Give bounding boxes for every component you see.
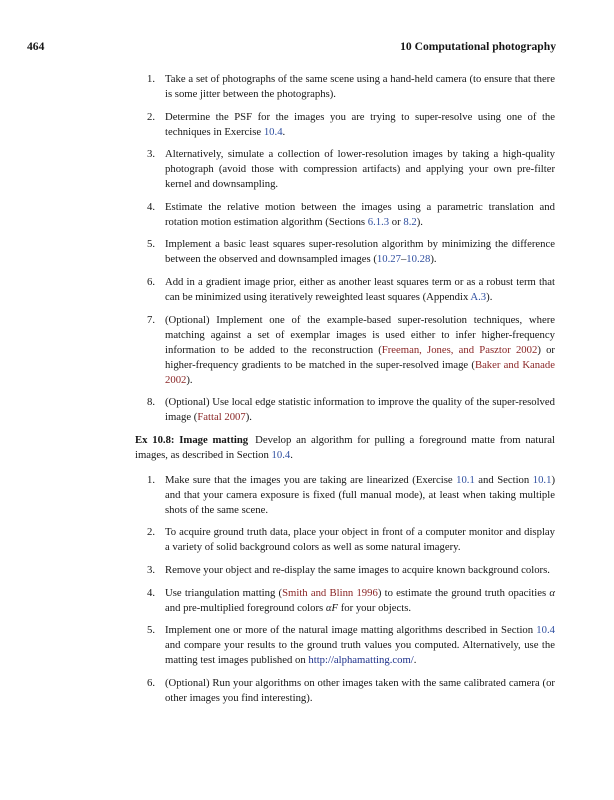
cross-reference-link[interactable]: 10.1 — [532, 473, 552, 486]
page-number: 464 — [27, 40, 45, 53]
text-run: ) and that your camera exposure is fixed (full manual mode), at least when taking multiple shots of the same scene. — [165, 473, 555, 516]
text-run: for your objects. — [338, 601, 412, 614]
cross-reference-link[interactable]: 10.27 — [376, 253, 401, 266]
list-item-text — [165, 148, 555, 190]
cross-reference-link[interactable]: 10.1 — [456, 473, 475, 486]
url-link[interactable]: http://alphamatting.com/ — [308, 654, 414, 667]
list-item-text — [165, 276, 555, 303]
super-resolution-steps-list — [147, 72, 555, 425]
text-run: and Section — [474, 473, 533, 486]
list-item — [147, 623, 555, 668]
cross-reference-link[interactable]: 10.4 — [263, 125, 283, 138]
list-item-number: 1. — [147, 73, 156, 85]
text-run: ). — [245, 411, 252, 424]
cross-reference-link[interactable]: 10.28 — [406, 253, 431, 266]
text-run: Implement a basic least squares super-resolution algorithm by minimizing the difference between the observed and downsampled images ( — [165, 238, 555, 266]
list-item-number: 6. — [147, 275, 156, 288]
list-item — [147, 200, 555, 230]
text-run: Make sure that the images you are taking are linearized (Exercise — [165, 473, 457, 486]
cross-reference-link[interactable]: 10.4 — [536, 624, 555, 637]
text-run: Implement one or more of the natural image matting algorithms described in Section — [165, 624, 537, 637]
list-item-text — [165, 677, 555, 704]
list-item-text — [165, 624, 555, 666]
list-item — [147, 525, 555, 555]
list-item-text — [165, 314, 555, 386]
list-item-number: 3. — [147, 148, 156, 161]
list-item-text — [165, 201, 555, 228]
list-item-number: 1. — [147, 473, 156, 486]
list-item — [147, 147, 555, 192]
math-symbol: α — [549, 586, 555, 599]
text-run: . — [413, 654, 417, 667]
list-item — [147, 110, 555, 140]
text-run: Estimate the relative motion between the images using a parametric translation and rotation motion estimation algorithm (Sections — [165, 200, 555, 228]
exercise-10-8 — [135, 433, 555, 463]
page-body — [135, 72, 555, 713]
image-matting-steps-list — [147, 473, 555, 706]
list-item-text — [165, 474, 555, 516]
text-run: Alternatively, simulate a collection of lower-resolution images by taking a high-quality photograph (avoid those with compression artifacts) and applying your own pre-filter kernel and downsampling. — [165, 148, 555, 191]
text-run: Take a set of photographs of the same scene using a hand-held camera (to ensure that there is some jitter between the photographs). — [165, 73, 555, 100]
list-item-number: 8. — [147, 396, 156, 409]
citation-link[interactable]: Fattal 2007 — [197, 411, 246, 424]
text-run: – — [400, 253, 407, 266]
list-item-number: 3. — [147, 563, 156, 576]
cross-reference-link[interactable]: 10.4 — [271, 448, 291, 461]
list-item-text — [165, 238, 555, 265]
text-run: ). — [416, 215, 423, 228]
list-item — [147, 72, 555, 102]
list-item-number: 5. — [147, 238, 156, 251]
cross-reference-link[interactable]: 8.2 — [403, 215, 417, 228]
chapter-title: 10 Computational photography — [400, 40, 556, 53]
list-item-text — [165, 396, 555, 423]
list-item-number: 5. — [147, 624, 156, 637]
text-run: Determine the PSF for the images you are trying to super-resolve using one of the techniques in Exercise — [165, 110, 555, 138]
citation-link[interactable]: Smith and Blinn 1996 — [282, 586, 378, 599]
text-run: Use triangulation matting ( — [165, 586, 283, 599]
list-item-text — [165, 111, 555, 138]
list-item — [147, 395, 555, 425]
cross-reference-link[interactable]: A.3 — [470, 290, 487, 303]
list-item-number: 2. — [147, 110, 156, 123]
text-run: and pre-multiplied foreground colors — [165, 601, 326, 614]
list-item-text — [165, 526, 555, 553]
list-item-number: 7. — [147, 313, 156, 326]
text-run: (Optional) Use local edge statistic information to improve the quality of the super-resolved image ( — [165, 396, 555, 424]
text-run: ). — [486, 290, 493, 303]
exercise-label: Ex 10.8: Image matting — [135, 433, 249, 446]
text-run: or — [389, 215, 404, 228]
list-item — [147, 313, 555, 388]
list-item-number: 4. — [147, 200, 156, 213]
text-run: ) or higher-frequency gradients to be matched in the super-resolved image ( — [165, 343, 555, 371]
text-run: (Optional) Run your algorithms on other images taken with the same calibrated camera (or other images you find interesting). — [165, 676, 555, 704]
list-item-text — [165, 73, 555, 100]
text-run: ). — [430, 253, 437, 266]
list-item-text — [165, 564, 550, 576]
text-run: and compare your results to the ground truth values you computed. Alternatively, use the matting test images published on — [165, 639, 555, 667]
math-symbol: αF — [325, 601, 339, 614]
list-item-text — [165, 587, 555, 614]
text-run: . — [282, 125, 286, 138]
text-run: ) to estimate the ground truth opacities — [377, 586, 550, 599]
text-run: To acquire ground truth data, place your object in front of a computer monitor and display a variety of solid background colors as well as some natural imagery. — [165, 526, 555, 554]
list-item — [147, 275, 555, 305]
text-run: Remove your object and re-display the same images to acquire known background colors. — [165, 563, 550, 576]
list-item — [147, 563, 555, 578]
list-item — [147, 237, 555, 267]
citation-link[interactable]: Baker and Kanade 2002 — [165, 358, 555, 386]
citation-link[interactable]: Freeman, Jones, and Pasztor 2002 — [381, 343, 538, 356]
cross-reference-link[interactable]: 6.1.3 — [367, 215, 390, 228]
text-run: ). — [186, 373, 193, 386]
text-run: Develop an algorithm for pulling a foreground matte from natural images, as described in Section — [135, 433, 555, 461]
list-item-number: 2. — [147, 526, 156, 539]
text-run: (Optional) Implement one of the example-based super-resolution techniques, where matching against a set of exemplar images is used either to infer higher-frequency information to be added to the reconstruction ( — [165, 313, 555, 356]
list-item — [147, 586, 555, 616]
list-item — [147, 473, 555, 518]
list-item-number: 4. — [147, 586, 156, 599]
list-item — [147, 676, 555, 706]
list-item-number: 6. — [147, 676, 156, 689]
text-run: Add in a gradient image prior, either as another least squares term or as a robust term that can be minimized using iteratively reweighted least squares (Appendix — [165, 275, 555, 303]
text-run: . — [290, 448, 293, 461]
